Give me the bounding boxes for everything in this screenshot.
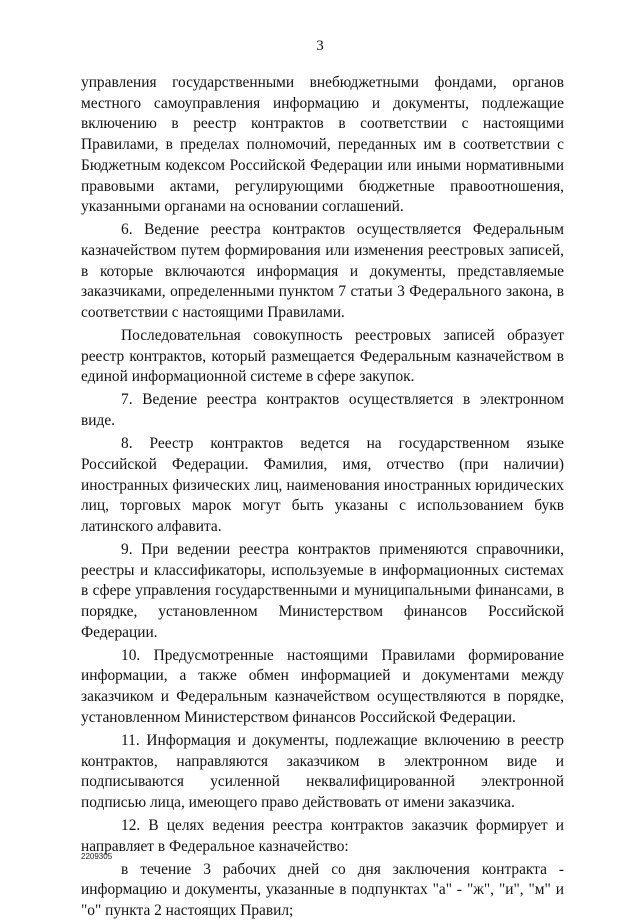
document-code: 2209305 [81,852,113,861]
paragraph-item-10: 10. Предусмотренные настоящими Правилами формирование информации, а также обмен информацией и документами между заказчиком и Федеральным казначейством осуществляются в порядке, установленном Министерством финансов Российской Федерации. [81,646,564,726]
paragraph-item-8: 8. Реестр контрактов ведется на государственном языке Российской Федерации. Фамилия, имя, отчество (при наличии) иностранных физических лиц, наименования иностранных юридических лиц, торговых марок могут быть указаны с использованием букв латинского алфавита. [81,435,564,535]
page-number: 3 [316,38,324,54]
document-body [81,73,564,924]
paragraph-item-9: 9. При ведении реестра контрактов применяются справочники, реестры и классификаторы, используемые в информационных системах в сфере управления государственными и муниципальными финансами, в порядке, установленном Министерством финансов Российской Федерации. [81,540,564,641]
paragraph-registry-composition: Последовательная совокупность реестровых записей образует реестр контрактов, который размещается Федеральным казначейством в единой информационной системе в сфере закупок. [81,327,564,386]
paragraph-continuation: управления государственными внебюджетными фондами, органов местного самоуправления информацию и документы, подлежащие включению в реестр контрактов в соответствии с настоящими Правилами, в пределах полномочий, переданных им в соответствии с Бюджетным кодексом Российской Федерации или иными нормативными правовыми актами, регулирующими бюджетные правоотношения, указанными органами на основании соглашений. [81,74,564,216]
paragraph-item-12-subitem: в течение 3 рабочих дней со дня заключения контракта - информацию и документы, указанные в подпунктах "а" - "ж", "и", "м" и "о" пункта 2 настоящих Правил; [81,860,564,920]
paragraph-item-12: 12. В целях ведения реестра контрактов заказчик формирует и направляет в Федеральное казначейство: [81,816,564,855]
paragraph-item-11: 11. Информация и документы, подлежащие включению в реестр контрактов, направляются заказчиком в электронном виде и подписываются усиленной неквалифицированной электронной подписью лица, имеющего право действовать от имени заказчика. [81,731,564,811]
paragraph-item-7: 7. Ведение реестра контрактов осуществляется в электронном виде. [81,391,564,430]
paragraph-item-6: 6. Ведение реестра контрактов осуществляется Федеральным казначейством путем формирования или изменения реестровых записей, в которые включаются информация и документы, представляемые заказчиками, определенными пунктом 7 статьи 3 Федерального закона, в соответствии с настоящими Правилами. [81,221,564,322]
